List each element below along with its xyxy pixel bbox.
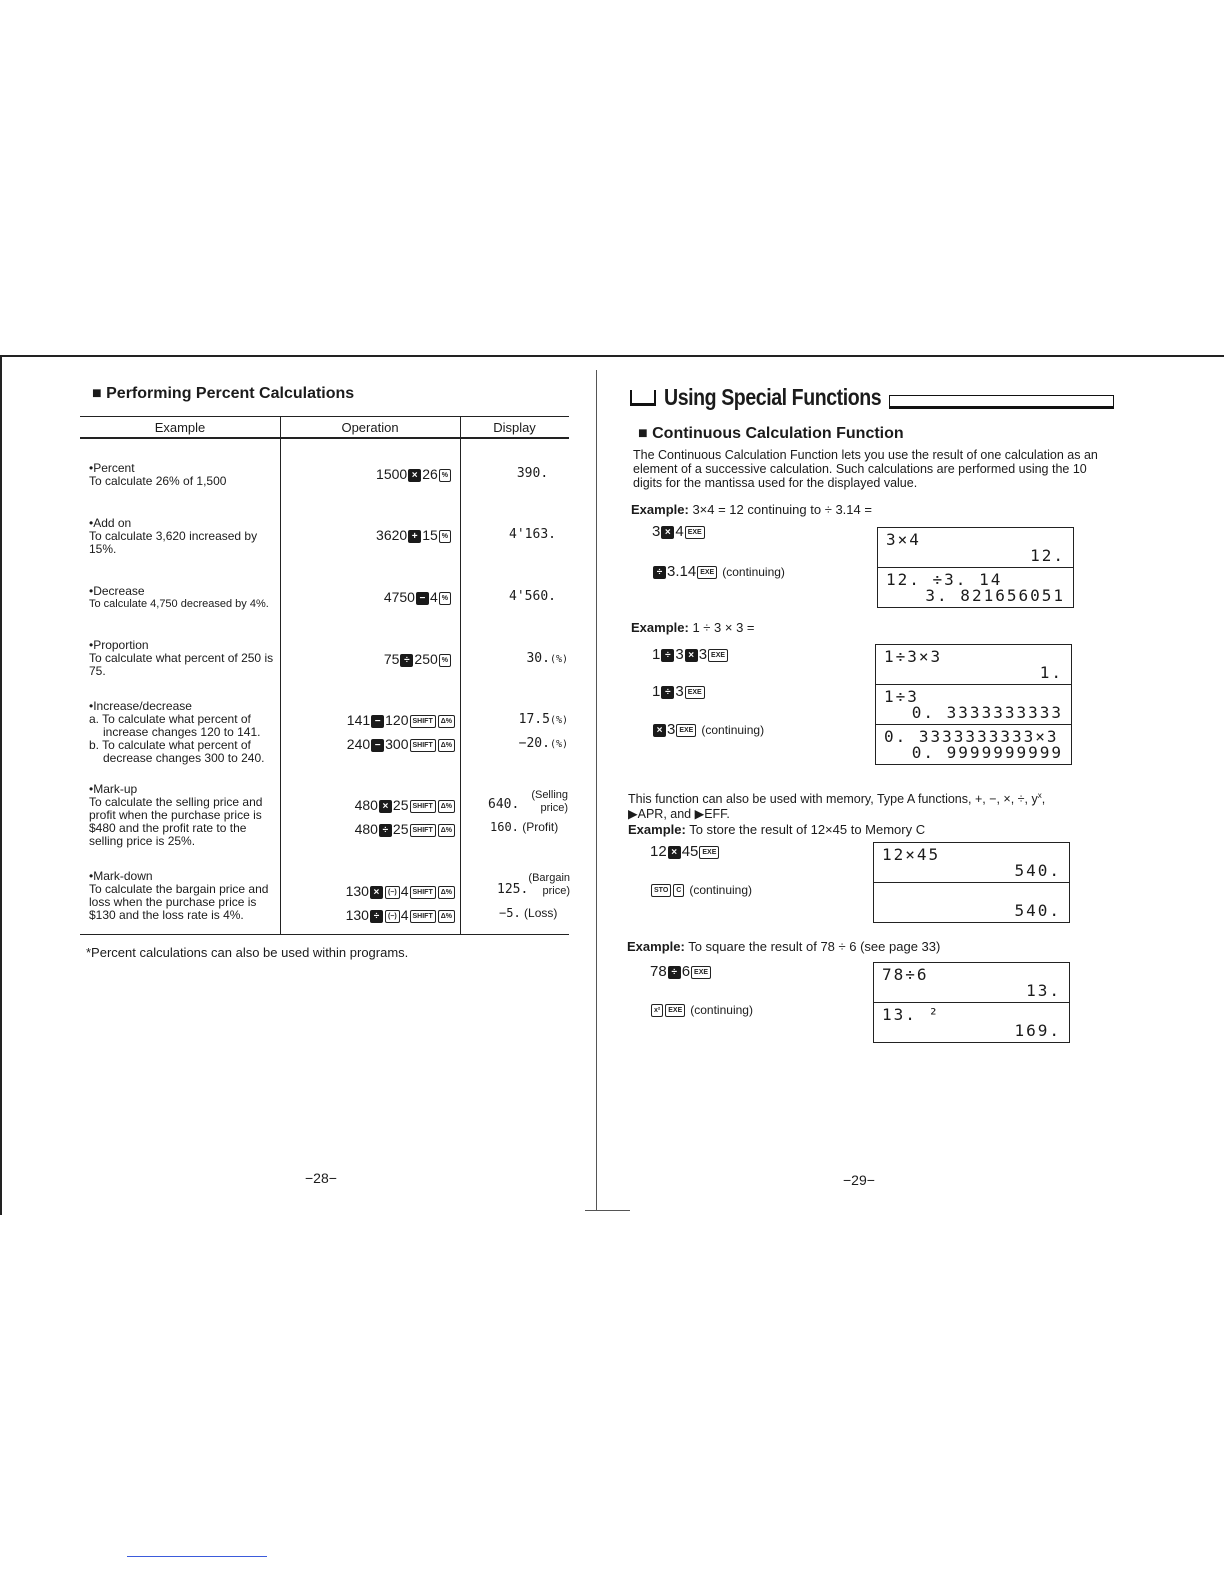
example-text: 1 ÷ 3 × 3 = xyxy=(692,620,755,635)
chapter-title-bar xyxy=(889,395,1114,409)
example-2-heading xyxy=(631,620,755,635)
minus-key: − xyxy=(371,715,384,728)
col-header-example: Example xyxy=(154,420,206,435)
operand: 6 xyxy=(681,963,691,980)
example-label: Example: xyxy=(631,502,689,517)
operand: 240 xyxy=(346,736,371,752)
lcd-result: 0. 3333333333 xyxy=(911,703,1063,722)
exe-key: EXE xyxy=(676,724,696,737)
left-page xyxy=(0,0,600,1584)
operand: 25 xyxy=(392,797,409,813)
lcd-screen xyxy=(874,963,1069,1003)
percent-key: % xyxy=(439,654,451,667)
note: (Loss) xyxy=(524,906,558,920)
divide-key: ÷ xyxy=(668,966,681,979)
also-text: This function can also be used with memory, Type A functions, +, −, ×, ÷, y xyxy=(628,792,1038,807)
row-proportion-display xyxy=(460,651,568,666)
operand: 26 xyxy=(422,466,438,482)
row-markup-example xyxy=(89,783,274,848)
col-header-display: Display xyxy=(493,420,536,435)
row-title: •Proportion xyxy=(89,638,149,652)
table-top-rule xyxy=(80,416,569,417)
operand: 3 xyxy=(675,683,684,700)
continuing-note: (continuing) xyxy=(722,565,785,580)
operand: 4 xyxy=(675,523,684,540)
negative-key: (−) xyxy=(385,910,400,923)
times-key: × xyxy=(653,724,666,737)
subsection-heading xyxy=(638,425,904,443)
row-percent-operation xyxy=(280,466,452,482)
shift-key: SHIFT xyxy=(410,800,436,813)
lcd-screen xyxy=(874,883,1069,922)
operand: 1500 xyxy=(376,466,408,482)
example-text: 3×4 = 12 continuing to ÷ 3.14 = xyxy=(692,502,872,517)
example-4-step-1 xyxy=(650,963,712,980)
divide-key: ÷ xyxy=(661,686,674,699)
row-title: •Decrease xyxy=(89,584,145,598)
times-key: × xyxy=(668,846,681,859)
row-percent-display: 390. xyxy=(516,466,549,481)
unit: (%) xyxy=(549,654,568,665)
shift-key: SHIFT xyxy=(410,824,436,837)
row-title: •Increase/decrease xyxy=(89,699,192,713)
divide-key: ÷ xyxy=(370,910,383,923)
row-proportion-example xyxy=(89,639,274,678)
section-heading xyxy=(92,385,354,403)
lcd-formula: 1÷3 xyxy=(884,687,919,706)
row-decrease-display: 4'560. xyxy=(509,589,556,604)
row-incdec-operation-a xyxy=(280,712,456,728)
also-paragraph xyxy=(628,788,1128,822)
lcd-formula: 1÷3×3 xyxy=(884,647,943,666)
operand: 480 xyxy=(354,821,378,837)
percent-key: % xyxy=(439,592,451,605)
operand: 3 xyxy=(698,646,708,663)
page-number-right: −29− xyxy=(843,1172,875,1188)
table-header-rule xyxy=(80,437,569,439)
example-4-heading xyxy=(627,939,940,954)
also-line-1: This function can also be used with memory, Type A functions, +, −, ×, ÷, $y^x$, xyxy=(628,791,1046,807)
operand: 15 xyxy=(422,527,438,543)
plus-key: + xyxy=(408,530,421,543)
row-markdown-operation-a xyxy=(280,883,456,899)
sto-key: STO xyxy=(651,884,671,897)
operand: 3.14 xyxy=(667,563,697,580)
operand: 3620 xyxy=(376,527,408,543)
exe-key: EXE xyxy=(697,566,717,579)
row-title: •Percent xyxy=(89,461,135,475)
row-title: •Mark-up xyxy=(89,782,138,796)
row-percent-example xyxy=(89,462,274,488)
lcd-formula: 13. ² xyxy=(882,1005,941,1024)
example-3-heading xyxy=(628,822,925,837)
lcd-result: 13. xyxy=(1026,981,1061,1000)
chapter-icon xyxy=(630,390,656,406)
row-decrease-example xyxy=(89,585,279,611)
operand: 3 xyxy=(675,646,684,663)
operand: 120 xyxy=(385,712,409,728)
square-bullet-icon: ■ xyxy=(638,425,648,442)
row-markup-operation-b xyxy=(280,821,456,837)
example-4-step-2 xyxy=(650,1001,753,1018)
continuing-note: (continuing) xyxy=(701,723,765,738)
delta-percent-key: Δ% xyxy=(438,715,455,728)
row-incdec-display-b xyxy=(460,736,568,751)
example-3-step-2 xyxy=(650,881,752,898)
value: 160. xyxy=(490,820,519,834)
row-desc: To calculate 26% of 1,500 xyxy=(89,474,227,488)
lcd-formula: 12. ÷3. 14 xyxy=(886,570,1003,589)
row-incdec-operation-b xyxy=(280,736,456,752)
operand: 4 xyxy=(400,883,409,899)
lcd-result: 0. 9999999999 xyxy=(911,743,1063,762)
exe-key: EXE xyxy=(685,526,705,539)
col-header-operation: Operation xyxy=(341,420,399,435)
chapter-title: Using Special Functions xyxy=(664,384,882,410)
row-desc: To calculate the selling price and profit when the purchase price is $480 and the profit rate to the selling price is 25%. xyxy=(89,795,263,848)
lcd-screen xyxy=(876,685,1071,725)
row-desc: To calculate 3,620 increased by 15%. xyxy=(89,529,258,556)
lcd-screen xyxy=(874,1003,1069,1042)
example-3-step-1 xyxy=(650,843,720,860)
minus-key: − xyxy=(371,739,384,752)
delta-percent-key: Δ% xyxy=(438,910,455,923)
row-proportion-operation xyxy=(280,651,452,667)
operand: 3 xyxy=(652,523,661,540)
example-3-display xyxy=(873,842,1070,923)
example-text: To square the result of 78 ÷ 6 (see page 33) xyxy=(688,939,941,954)
row-markup-note-a: (Selling price) xyxy=(531,789,568,814)
continuing-note: (continuing) xyxy=(689,883,753,898)
row-markdown-note-a: (Bargain price) xyxy=(528,872,570,897)
intro-paragraph: The Continuous Calculation Function lets you use the result of one calculation as an element of a successive calculation. Such calculations are performed using the 10 digits for the mantissa used for the displayed value. xyxy=(633,448,1098,490)
times-key: × xyxy=(408,469,421,482)
negative-key: (−) xyxy=(385,886,400,899)
row-markdown-display-b xyxy=(499,906,557,920)
value: 640. xyxy=(488,797,520,812)
row-desc: To calculate what percent of 250 is 75. xyxy=(89,651,274,678)
example-2-display xyxy=(875,644,1072,765)
percent-key: % xyxy=(439,469,451,482)
operand: 1 xyxy=(652,646,661,663)
exe-key: EXE xyxy=(691,966,711,979)
row-desc-a: a. To calculate what percent of increase changes 120 to 141. xyxy=(89,712,261,739)
row-markdown-example xyxy=(89,870,279,922)
example-4-display xyxy=(873,962,1070,1043)
c-key: C xyxy=(673,884,684,897)
lcd-formula: 12×45 xyxy=(882,845,941,864)
exe-key: EXE xyxy=(685,686,705,699)
exe-key: EXE xyxy=(708,649,728,662)
subsection-title: Continuous Calculation Function xyxy=(652,425,904,442)
example-label: Example: xyxy=(628,822,686,837)
lcd-screen xyxy=(878,528,1073,568)
unit: (%) xyxy=(549,739,568,750)
divide-key: ÷ xyxy=(379,824,392,837)
lcd-result: 1. xyxy=(1039,663,1063,682)
value: 17.5 xyxy=(518,712,550,727)
operand: 480 xyxy=(354,797,378,813)
operand: 4 xyxy=(429,589,438,605)
row-markup-display-b xyxy=(490,820,558,834)
lcd-screen xyxy=(874,843,1069,883)
row-addon-display: 4'163. xyxy=(509,527,556,542)
operand: 250 xyxy=(414,651,438,667)
lcd-formula: 0. 3333333333×3 xyxy=(884,727,1059,746)
row-incdec-display-a xyxy=(460,712,568,727)
operand: 75 xyxy=(383,651,400,667)
also-line-2: ▶APR, and ▶EFF. xyxy=(628,807,730,822)
example-1-step-2 xyxy=(652,563,785,580)
times-key: × xyxy=(370,886,383,899)
lcd-screen xyxy=(876,645,1071,685)
shift-key: SHIFT xyxy=(410,715,436,728)
value: −20. xyxy=(518,736,550,751)
row-markup-operation-a xyxy=(280,797,456,813)
operand: 130 xyxy=(345,883,369,899)
table-bottom-rule xyxy=(80,934,569,935)
operand: 12 xyxy=(650,843,667,860)
row-decrease-operation xyxy=(280,589,452,605)
times-key: × xyxy=(685,649,698,662)
shift-key: SHIFT xyxy=(410,739,436,752)
table-col-divider-1 xyxy=(280,416,281,934)
continuing-note: (continuing) xyxy=(690,1003,753,1018)
row-desc-b: b. To calculate what percent of decrease changes 300 to 240. xyxy=(89,738,265,765)
example-text: To store the result of 12×45 to Memory C xyxy=(689,822,926,837)
example-label: Example: xyxy=(627,939,685,954)
example-2-step-2 xyxy=(652,683,706,700)
exe-key: EXE xyxy=(665,1004,685,1017)
divide-key: ÷ xyxy=(661,649,674,662)
divide-key: ÷ xyxy=(653,566,666,579)
example-1-heading xyxy=(631,502,872,517)
operand: 300 xyxy=(385,736,409,752)
times-key: × xyxy=(661,526,674,539)
row-markdown-operation-b xyxy=(280,907,456,923)
delta-percent-key: Δ% xyxy=(438,739,455,752)
unit: (%) xyxy=(549,715,568,726)
example-2-step-1 xyxy=(652,646,729,663)
operand: 25 xyxy=(392,821,409,837)
operand: 3 xyxy=(667,721,676,738)
square-bullet-icon: ■ xyxy=(92,385,102,402)
value: 125. xyxy=(497,882,529,897)
lcd-result: 3. 821656051 xyxy=(925,586,1065,605)
row-incdec-example xyxy=(89,700,274,765)
also-superscript: x xyxy=(1037,791,1042,800)
example-1-step-1 xyxy=(652,523,706,540)
delta-percent-key: Δ% xyxy=(438,886,455,899)
lcd-screen xyxy=(878,568,1073,607)
right-page xyxy=(600,0,1224,1584)
row-title: •Add on xyxy=(89,516,132,530)
operand: 1 xyxy=(652,683,661,700)
lcd-formula: 3×4 xyxy=(886,530,921,549)
row-addon-example xyxy=(89,517,274,556)
shift-key: SHIFT xyxy=(410,886,436,899)
operand: 130 xyxy=(345,907,369,923)
row-addon-operation xyxy=(280,527,452,543)
shift-key: SHIFT xyxy=(410,910,436,923)
lcd-result: 540. xyxy=(1014,861,1061,880)
lcd-formula: 78÷6 xyxy=(882,965,929,984)
percent-key: % xyxy=(439,530,451,543)
times-key: × xyxy=(379,800,392,813)
note: (Profit) xyxy=(522,820,559,834)
section-title: Performing Percent Calculations xyxy=(106,385,355,402)
row-title: •Mark-down xyxy=(89,869,153,883)
lcd-result: 540. xyxy=(1014,901,1061,920)
example-1-display xyxy=(877,527,1074,608)
table-col-divider-2 xyxy=(460,416,461,934)
minus-key: − xyxy=(416,592,429,605)
delta-percent-key: Δ% xyxy=(438,800,455,813)
lcd-result: 169. xyxy=(1014,1021,1061,1040)
row-markup-display-a xyxy=(488,797,519,812)
exe-key: EXE xyxy=(699,846,719,859)
page-number-left: −28− xyxy=(305,1170,337,1186)
example-label: Example: xyxy=(631,620,689,635)
row-desc: To calculate the bargain price and loss when the purchase price is $130 and the loss rate is 4%. xyxy=(89,882,269,922)
operand: 4 xyxy=(400,907,409,923)
operand: 4750 xyxy=(383,589,415,605)
square-key: x² xyxy=(651,1004,663,1017)
value: 30. xyxy=(526,651,550,666)
example-2-step-3 xyxy=(652,721,764,738)
row-desc: To calculate 4,750 decreased by 4%. xyxy=(89,598,269,610)
value: −5. xyxy=(499,906,521,920)
lcd-screen xyxy=(876,725,1071,764)
divide-key: ÷ xyxy=(400,654,413,667)
delta-percent-key: Δ% xyxy=(438,824,455,837)
lcd-result: 12. xyxy=(1030,546,1065,565)
operand: 45 xyxy=(681,843,699,860)
footnote: *Percent calculations can also be used within programs. xyxy=(86,945,409,960)
operand: 78 xyxy=(650,963,667,980)
operand: 141 xyxy=(346,712,371,728)
